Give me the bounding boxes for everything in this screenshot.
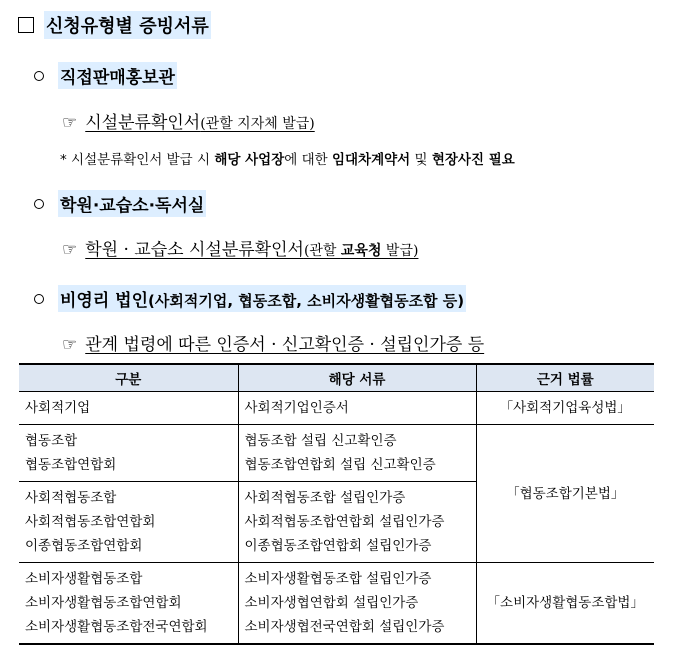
hand-pointer-icon: ☞ <box>62 335 78 355</box>
documents-table <box>19 363 654 645</box>
header-law: 근거 법률 <box>476 364 654 392</box>
header-documents: 해당 서류 <box>238 364 476 392</box>
header-type: 구분 <box>19 364 238 392</box>
table-row: 사회적협동조합 사회적협동조합연합회 이종협동조합연합회 사회적협동조합 설립인가증 사회적협동조합연합회 설립인가증 이종협동조합연합회 설립인가증 <box>19 482 654 563</box>
section-title-direct-sales: 직접판매홍보관 <box>34 62 177 89</box>
hand-pointer-icon: ☞ <box>62 240 78 260</box>
checkbox-icon <box>18 17 34 33</box>
section-title-academy: 학원·교습소·독서실 <box>34 190 206 217</box>
section-item-nonprofit: ☞ 관계 법령에 따른 인증서 · 신고확인증 · 설립인가증 등 <box>62 335 485 355</box>
table-row: 소비자생활협동조합 소비자생활협동조합연합회 소비자생활협동조합전국연합회 소비자생활협동조합 설립인가증 소비자생협연합회 설립인가증 소비자생협전국연합회 설립인가증 「소비자생활협동조합법」 <box>19 563 654 645</box>
circle-bullet-icon <box>34 294 44 304</box>
page-title: 신청유형별 증빙서류 <box>44 11 211 39</box>
section-item-academy: ☞ 학원 · 교습소 시설분류확인서(관할 교육청 발급) <box>62 240 419 260</box>
table-row: 협동조합 협동조합연합회 협동조합 설립 신고확인증 협동조합연합회 설립 신고확인증 「협동조합기본법」 <box>19 425 654 482</box>
page-heading <box>18 10 211 40</box>
circle-bullet-icon <box>34 71 44 81</box>
hand-pointer-icon: ☞ <box>62 113 78 133</box>
note-direct-sales: * 시설분류확인서 발급 시 해당 사업장에 대한 임대차계약서 및 현장사진 필요 <box>60 152 515 168</box>
circle-bullet-icon <box>34 199 44 209</box>
section-title-nonprofit: 비영리 법인(사회적기업, 협동조합, 소비자생활협동조합 등) <box>34 285 466 312</box>
section-item-direct-sales: ☞ 시설분류확인서(관할 지자체 발급) <box>62 113 315 133</box>
table-row: 사회적기업 사회적기업인증서 「사회적기업육성법」 <box>19 392 654 425</box>
